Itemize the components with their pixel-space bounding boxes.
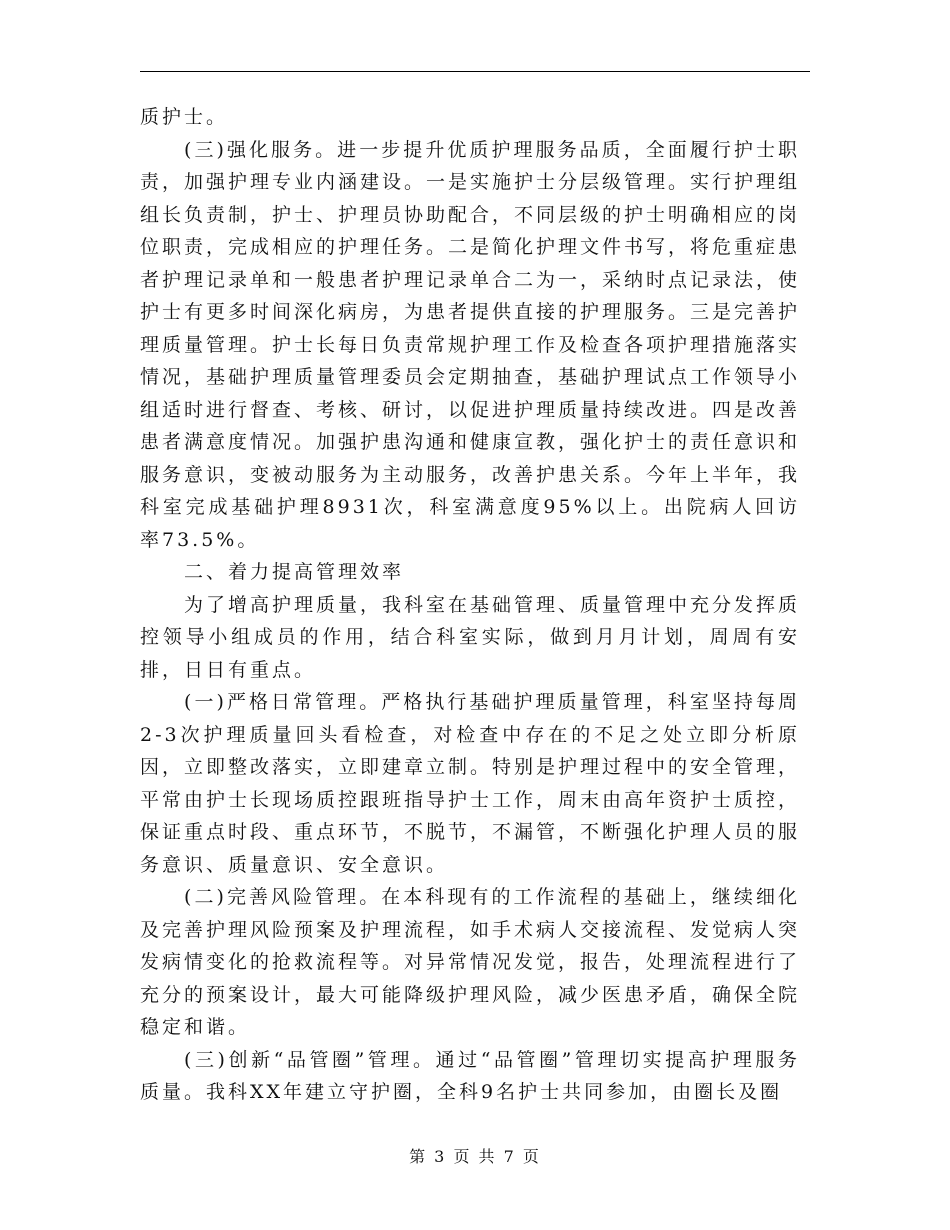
paragraph-quality-intro: 为了增高护理质量，我科室在基础管理、质量管理中充分发挥质控领导小组成员的作用，结合科室实际，做到月月计划，周周有安排，日日有重点。: [140, 593, 801, 681]
paragraph-risk-management: (二)完善风险管理。在本科现有的工作流程的基础上，继续细化及完善护理风险预案及护理流程，如手术病人交接流程、发觉病人突发病情变化的抢救流程等。对异常情况发觉，报告，处理流程进行了充分的预案设计，最大可能降级护理风险，减少医患矛盾，确保全院稳定和谐。: [140, 886, 801, 1038]
paragraph-quality-circle: (三)创新“品管圈”管理。通过“品管圈”管理切实提高护理服务质量。我科XX年建立守护圈，全科9名护士共同参加，由圈长及圈: [140, 1048, 800, 1103]
paragraph-strengthen-service: (三)强化服务。进一步提升优质护理服务品质，全面履行护士职责，加强护理专业内涵建设。一是实施护士分层级管理。实行护理组组长负责制，护士、护理员协助配合，不同层级的护士明确相应的岗位职责，完成相应的护理任务。二是简化护理文件书写，将危重症患者护理记录单和一般患者护理记录单合二为一，采纳时点记录法，使护士有更多时间深化病房，为患者提供直接的护理服务。三是完善护理质量管理。护士长每日负责常规护理工作及检查各项护理措施落实情况，基础护理质量管理委员会定期抽查，基础护理试点工作领导小组适时进行督查、考核、研讨，以促进护理质量持续改进。四是改善患者满意度情况。加强护患沟通和健康宣教，强化护士的责任意识和服务意识，变被动服务为主动服务，改善护患关系。今年上半年，我科室完成基础护理8931次，科室满意度95%以上。出院病人回访率73.5%。: [140, 138, 801, 551]
header-rule: [140, 71, 810, 72]
paragraph-continuation: 质护士。: [140, 106, 229, 128]
page-number: 第 3 页 共 7 页: [409, 1147, 541, 1166]
paragraph-daily-management: (一)严格日常管理。严格执行基础护理质量管理，科室坚持每周2-3次护理质量回头看检查，对检查中存在的不足之处立即分析原因，立即整改落实，立即建章立制。特别是护理过程中的安全管理，平常由护士长现场质控跟班指导护士工作，周末由高年资护士质控，保证重点时段、重点环节，不脱节，不漏管，不断强化护理人员的服务意识、质量意识、安全意识。: [140, 691, 801, 876]
document-body: [140, 101, 800, 1109]
section-heading-management-efficiency: 二、着力提高管理效率: [184, 561, 405, 583]
